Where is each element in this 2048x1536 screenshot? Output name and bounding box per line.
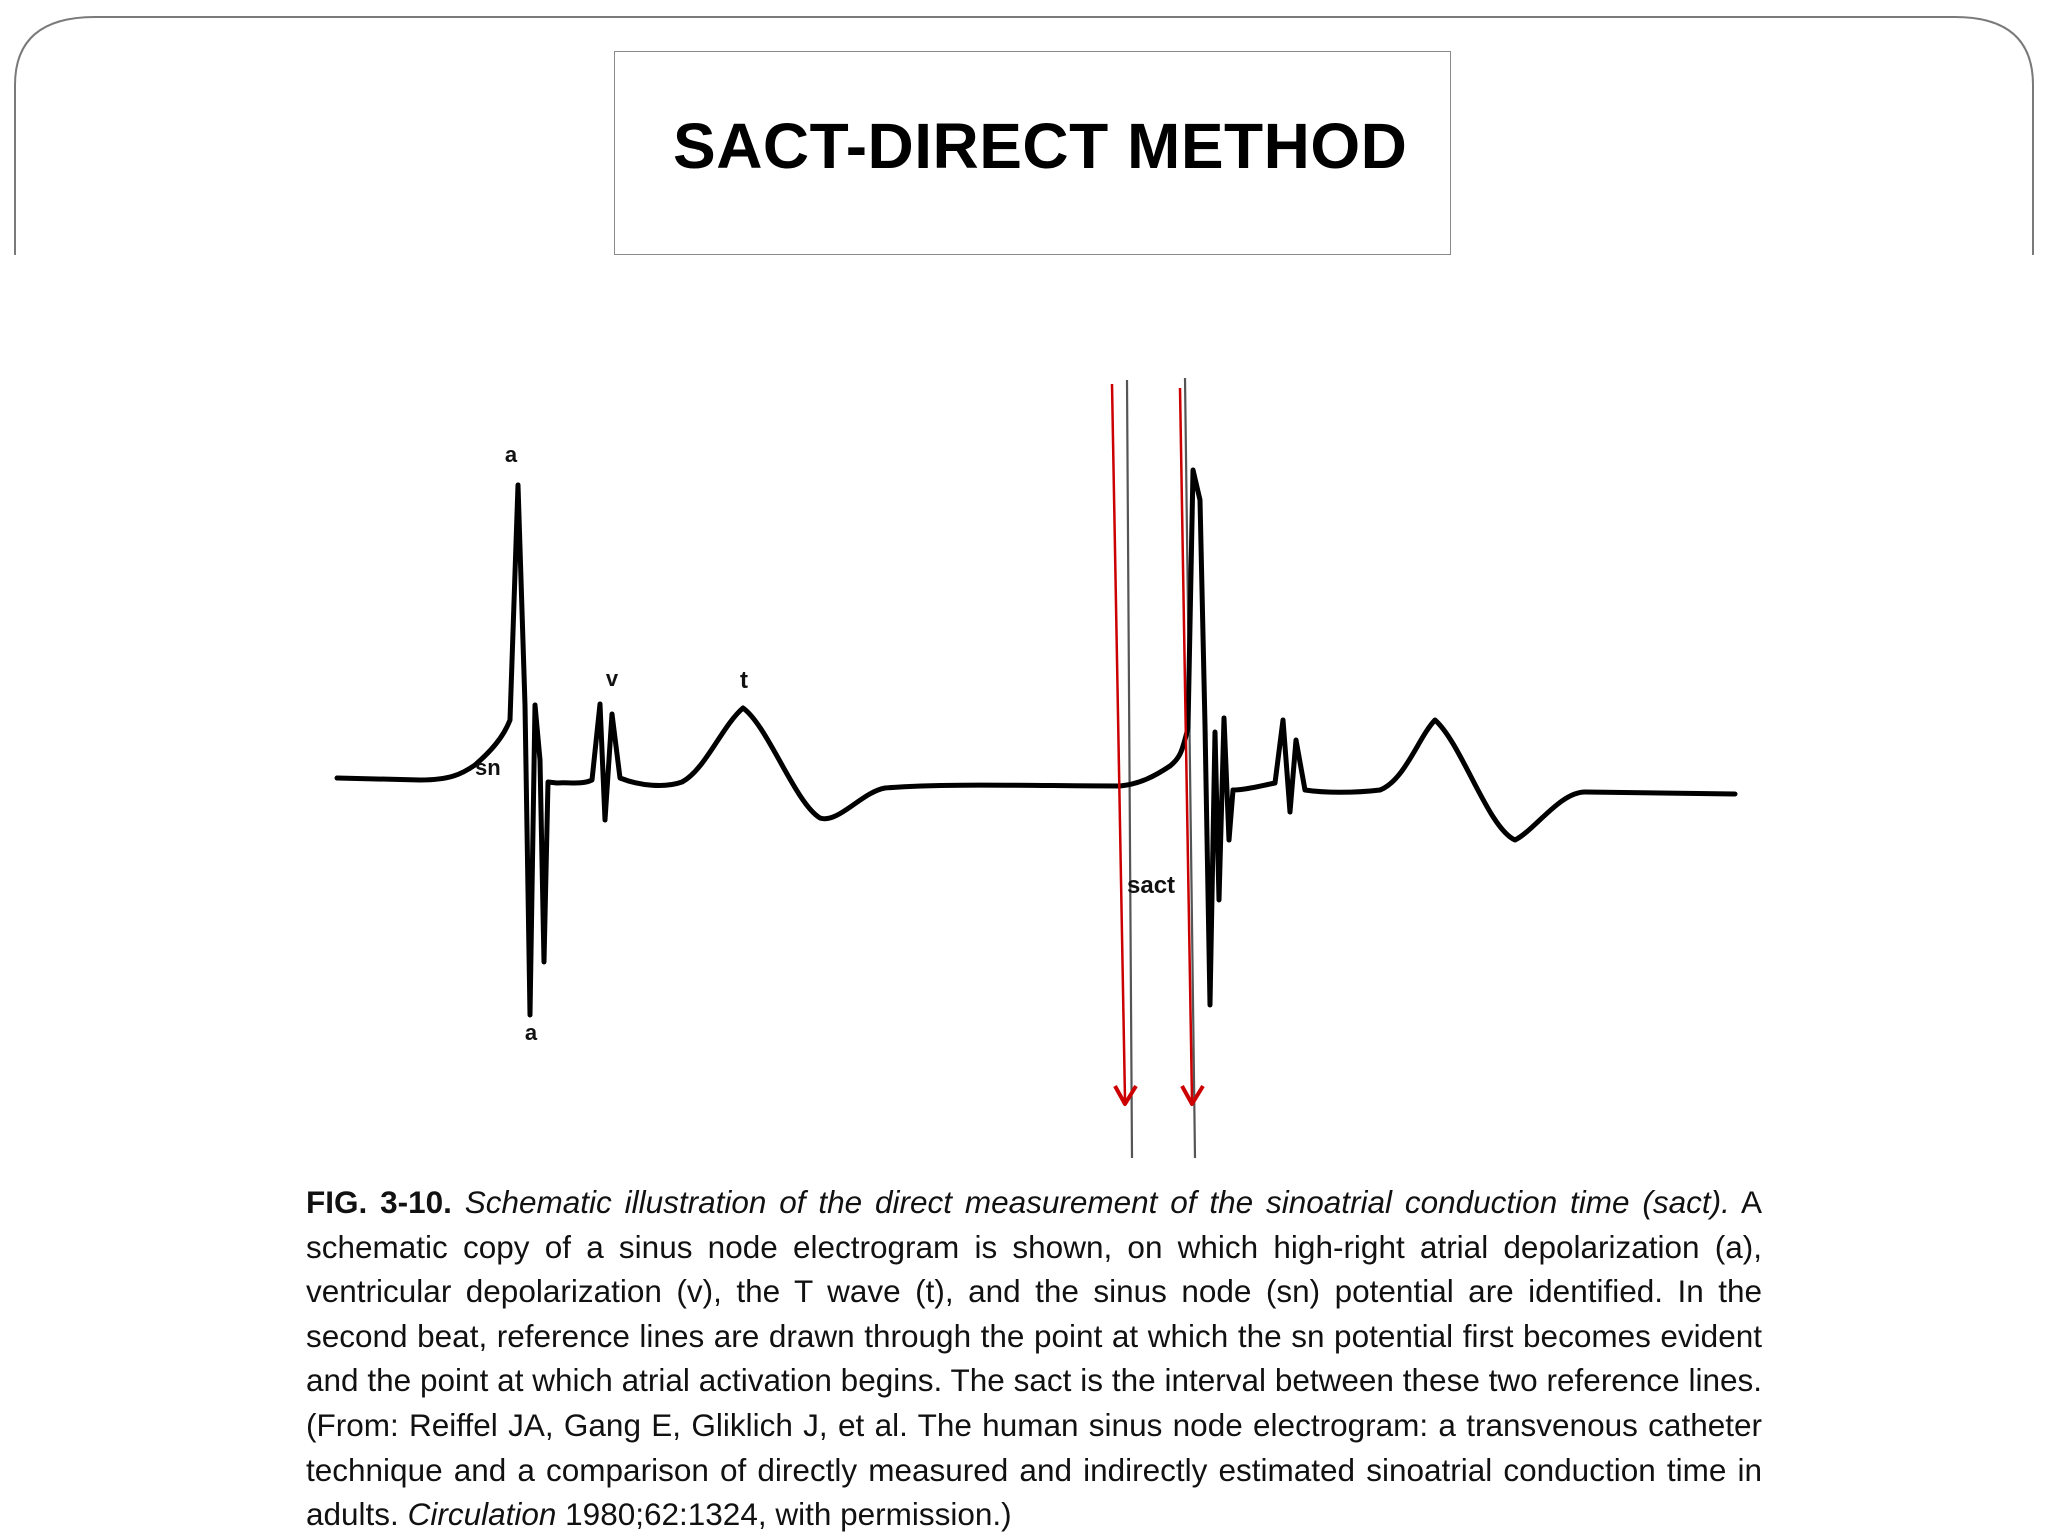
electrogram-trace	[337, 470, 1735, 1015]
caption-citation-tail: 1980;62:1324, with permission.)	[565, 1496, 1012, 1533]
figure-caption	[306, 1180, 1762, 1534]
caption-figure-label: FIG. 3-10.	[306, 1184, 452, 1220]
label-t: t	[740, 667, 748, 694]
label-v: v	[605, 666, 619, 691]
slide-title: SACT-DIRECT METHOD	[673, 110, 1408, 182]
caption-body: A schematic copy of a sinus node electrogram is shown, on which high-right atrial depolarization (a), ventricular depolarization (v), the T wave (t), and the sinus node (sn) potential are identified. In the second beat, reference lines are drawn through the point at which the sn potential first becomes evident and the point at which atrial activation begins. The sact is the interval between these two reference lines. (From: Reiffel JA, Gang E, Gliklich J, et al. The human sinus node electrogram: a transvenous catheter technique and a comparison of directly measured and indirectly estimated sinoatrial conduction time in adults.	[306, 1184, 1762, 1533]
label-sn: sn	[475, 755, 501, 780]
reference-line-sn	[1127, 380, 1132, 1158]
label-a-bottom: a	[524, 1020, 538, 1045]
caption-figure-title: Schematic illustration of the direct measurement of the sinoatrial conduction time (sact).	[464, 1184, 1730, 1220]
label-a-top: a	[504, 442, 518, 467]
caption-journal: Circulation	[407, 1496, 557, 1533]
label-sact: sact	[1127, 872, 1176, 899]
sact-arrow-start	[1112, 384, 1136, 1104]
